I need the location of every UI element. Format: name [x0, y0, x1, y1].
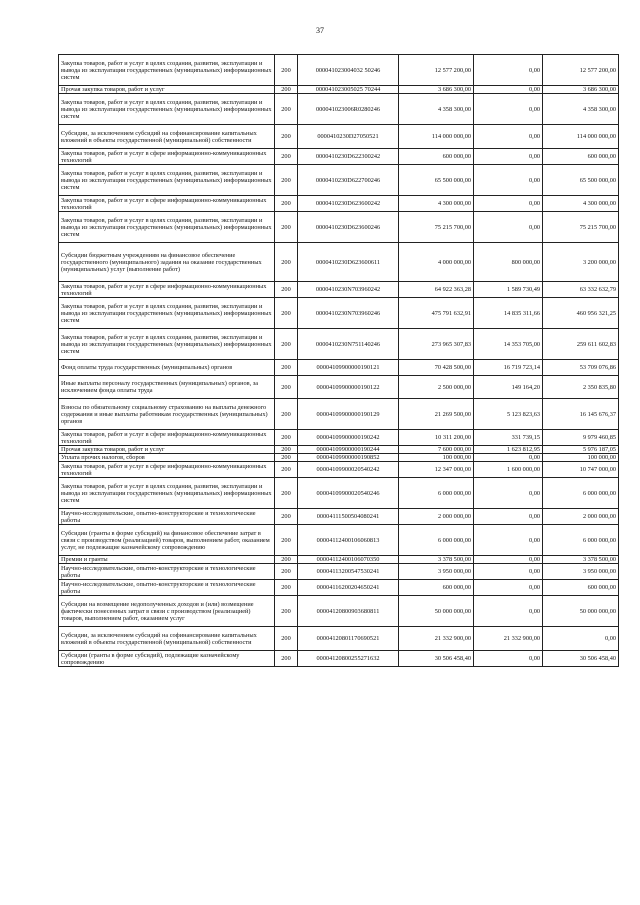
table-row — [59, 298, 619, 329]
row-remaining-cell: 460 956 321,25 — [543, 298, 619, 329]
row-code-cell: 200 — [275, 212, 298, 243]
table-row — [59, 149, 619, 165]
row-executed-cell: 1 589 730,49 — [474, 282, 543, 298]
row-code-cell: 200 — [275, 86, 298, 94]
row-executed-cell: 1 623 812,95 — [474, 446, 543, 454]
row-executed-cell: 331 739,15 — [474, 430, 543, 446]
table-row — [59, 556, 619, 564]
budget-table — [58, 54, 619, 667]
row-executed-cell: 800 000,00 — [474, 243, 543, 282]
row-kbk-cell: 00004111500504080241 — [298, 509, 399, 525]
row-code-cell: 200 — [275, 94, 298, 125]
table-row — [59, 165, 619, 196]
row-code-cell: 200 — [275, 165, 298, 196]
row-approved-cell: 64 922 363,28 — [399, 282, 474, 298]
row-name-cell: Закупка товаров, работ и услуг в целях создания, развития, эксплуатации и вывода из эксплуатации государственных (муниципальных) информационных систем — [59, 55, 275, 86]
budget-table-body — [59, 55, 619, 667]
row-kbk-cell: 00004109900000190244 — [298, 446, 399, 454]
row-kbk-cell: 00004112400106060813 — [298, 525, 399, 556]
table-row — [59, 282, 619, 298]
row-remaining-cell: 0,00 — [543, 627, 619, 651]
table-row — [59, 564, 619, 580]
table-row — [59, 454, 619, 462]
row-name-cell: Закупка товаров, работ и услуг в сфере информационно-коммуникационных технологий — [59, 282, 275, 298]
row-approved-cell: 2 500 000,00 — [399, 376, 474, 399]
row-code-cell: 200 — [275, 627, 298, 651]
row-code-cell: 200 — [275, 149, 298, 165]
row-name-cell: Закупка товаров, работ и услуг в сфере информационно-коммуникационных технологий — [59, 430, 275, 446]
row-remaining-cell: 53 709 076,86 — [543, 360, 619, 376]
row-remaining-cell: 50 000 000,00 — [543, 596, 619, 627]
row-approved-cell: 100 000,00 — [399, 454, 474, 462]
row-approved-cell: 114 000 000,00 — [399, 125, 474, 149]
row-kbk-cell: 0000410230N703960242 — [298, 282, 399, 298]
row-code-cell: 200 — [275, 376, 298, 399]
row-name-cell: Закупка товаров, работ и услуг в целях создания, развития, эксплуатации и вывода из эксплуатации государственных (муниципальных) информационных систем — [59, 94, 275, 125]
row-approved-cell: 10 311 200,00 — [399, 430, 474, 446]
row-executed-cell: 1 600 000,00 — [474, 462, 543, 478]
row-executed-cell: 149 164,20 — [474, 376, 543, 399]
row-code-cell: 200 — [275, 478, 298, 509]
row-name-cell: Взносы по обязательному социальному страхованию на выплаты денежного содержания и иные выплаты работникам государственных (муниципальных) органов — [59, 399, 275, 430]
row-name-cell: Субсидии, за исключением субсидий на софинансирование капитальных вложений в объекты государственной (муниципальной) собственности — [59, 125, 275, 149]
row-code-cell: 200 — [275, 556, 298, 564]
row-executed-cell: 0,00 — [474, 454, 543, 462]
row-approved-cell: 21 332 900,00 — [399, 627, 474, 651]
row-remaining-cell: 6 000 000,00 — [543, 478, 619, 509]
row-executed-cell: 0,00 — [474, 651, 543, 667]
row-code-cell: 200 — [275, 329, 298, 360]
row-executed-cell: 14 353 705,00 — [474, 329, 543, 360]
table-row — [59, 360, 619, 376]
row-kbk-cell: 0000410230N751140246 — [298, 329, 399, 360]
row-approved-cell: 4 358 300,00 — [399, 94, 474, 125]
table-row — [59, 86, 619, 94]
row-kbk-cell: 0000410230D623600246 — [298, 212, 399, 243]
row-kbk-cell: 0000410230D622700246 — [298, 165, 399, 196]
row-name-cell: Закупка товаров, работ и услуг в целях создания, развития, эксплуатации и вывода из эксплуатации государственных (муниципальных) информационных систем — [59, 478, 275, 509]
row-name-cell: Прочая закупка товаров, работ и услуг — [59, 446, 275, 454]
row-name-cell: Премии и гранты — [59, 556, 275, 564]
row-remaining-cell: 3 686 300,00 — [543, 86, 619, 94]
row-executed-cell: 0,00 — [474, 125, 543, 149]
row-name-cell: Закупка товаров, работ и услуг в целях создания, развития, эксплуатации и вывода из эксплуатации государственных (муниципальных) информационных систем — [59, 298, 275, 329]
row-code-cell: 200 — [275, 196, 298, 212]
row-approved-cell: 21 269 500,00 — [399, 399, 474, 430]
row-executed-cell: 16 719 723,14 — [474, 360, 543, 376]
row-approved-cell: 12 347 000,00 — [399, 462, 474, 478]
row-remaining-cell: 9 979 460,85 — [543, 430, 619, 446]
row-approved-cell: 65 500 000,00 — [399, 165, 474, 196]
row-remaining-cell: 65 500 000,00 — [543, 165, 619, 196]
table-row — [59, 478, 619, 509]
row-approved-cell: 75 215 700,00 — [399, 212, 474, 243]
row-executed-cell: 5 123 823,63 — [474, 399, 543, 430]
row-executed-cell: 0,00 — [474, 212, 543, 243]
row-approved-cell: 50 000 000,00 — [399, 596, 474, 627]
row-remaining-cell: 600 000,00 — [543, 580, 619, 596]
table-row — [59, 525, 619, 556]
row-approved-cell: 475 791 632,91 — [399, 298, 474, 329]
row-executed-cell: 0,00 — [474, 165, 543, 196]
row-kbk-cell: 00004109900020540242 — [298, 462, 399, 478]
row-kbk-cell: 00004113200547530241 — [298, 564, 399, 580]
row-name-cell: Прочая закупка товаров, работ и услуг — [59, 86, 275, 94]
row-remaining-cell: 100 000,00 — [543, 454, 619, 462]
table-row — [59, 243, 619, 282]
row-approved-cell: 3 950 000,00 — [399, 564, 474, 580]
table-row — [59, 627, 619, 651]
row-name-cell: Закупка товаров, работ и услуг в сфере информационно-коммуникационных технологий — [59, 149, 275, 165]
row-executed-cell: 0,00 — [474, 478, 543, 509]
row-kbk-cell: 00004109900000190129 — [298, 399, 399, 430]
row-kbk-cell: 0000410230N703960246 — [298, 298, 399, 329]
row-code-cell: 200 — [275, 243, 298, 282]
row-executed-cell: 0,00 — [474, 55, 543, 86]
row-name-cell: Научно-исследовательские, опытно-конструкторские и технологические работы — [59, 580, 275, 596]
row-kbk-cell: 00004109900000190242 — [298, 430, 399, 446]
row-executed-cell: 0,00 — [474, 149, 543, 165]
row-executed-cell: 0,00 — [474, 196, 543, 212]
row-name-cell: Уплата прочих налогов, сборов — [59, 454, 275, 462]
row-code-cell: 200 — [275, 446, 298, 454]
row-remaining-cell: 4 300 000,00 — [543, 196, 619, 212]
row-name-cell: Научно-исследовательские, опытно-конструкторские и технологические работы — [59, 509, 275, 525]
row-approved-cell: 600 000,00 — [399, 149, 474, 165]
row-kbk-cell: 00004109900020540246 — [298, 478, 399, 509]
row-approved-cell: 3 378 500,00 — [399, 556, 474, 564]
row-approved-cell: 12 577 200,00 — [399, 55, 474, 86]
row-remaining-cell: 30 506 458,40 — [543, 651, 619, 667]
row-kbk-cell: 000041023005025 70244 — [298, 86, 399, 94]
row-approved-cell: 2 000 000,00 — [399, 509, 474, 525]
row-code-cell: 200 — [275, 360, 298, 376]
row-kbk-cell: 0000410230D622300242 — [298, 149, 399, 165]
row-executed-cell: 0,00 — [474, 564, 543, 580]
row-name-cell: Субсидии на возмещение недополученных доходов и (или) возмещение фактически понесенных затрат в связи с производством (реализацией) товаров, выполнением работ, оказанием услуг — [59, 596, 275, 627]
row-kbk-cell: 0000410230D623600242 — [298, 196, 399, 212]
row-approved-cell: 273 965 307,83 — [399, 329, 474, 360]
row-approved-cell: 6 000 000,00 — [399, 525, 474, 556]
row-approved-cell: 600 000,00 — [399, 580, 474, 596]
page-number: 37 — [316, 26, 324, 35]
row-remaining-cell: 4 358 300,00 — [543, 94, 619, 125]
row-remaining-cell: 259 611 602,83 — [543, 329, 619, 360]
table-row — [59, 399, 619, 430]
row-name-cell: Субсидии бюджетным учреждениям на финансовое обеспечение государственного (муниципального) задания на оказание государственных (муниципальных) услуг (выполнение работ) — [59, 243, 275, 282]
row-code-cell: 200 — [275, 651, 298, 667]
table-row — [59, 430, 619, 446]
row-executed-cell: 0,00 — [474, 596, 543, 627]
table-row — [59, 94, 619, 125]
table-row — [59, 329, 619, 360]
table-row — [59, 596, 619, 627]
row-remaining-cell: 2 350 835,80 — [543, 376, 619, 399]
row-code-cell: 200 — [275, 454, 298, 462]
row-code-cell: 200 — [275, 430, 298, 446]
row-approved-cell: 4 000 000,00 — [399, 243, 474, 282]
row-code-cell: 200 — [275, 282, 298, 298]
row-kbk-cell: 00004120801170690521 — [298, 627, 399, 651]
row-executed-cell: 0,00 — [474, 94, 543, 125]
row-name-cell: Научно-исследовательские, опытно-конструкторские и технологические работы — [59, 564, 275, 580]
row-kbk-cell: 00004120800903680811 — [298, 596, 399, 627]
row-remaining-cell: 16 145 676,37 — [543, 399, 619, 430]
table-row — [59, 212, 619, 243]
row-code-cell: 200 — [275, 525, 298, 556]
row-approved-cell: 30 506 458,40 — [399, 651, 474, 667]
table-row — [59, 376, 619, 399]
row-name-cell: Субсидии, за исключением субсидий на софинансирование капитальных вложений в объекты государственной (муниципальной) собственности — [59, 627, 275, 651]
row-executed-cell: 21 332 900,00 — [474, 627, 543, 651]
row-code-cell: 200 — [275, 509, 298, 525]
row-remaining-cell: 63 332 632,79 — [543, 282, 619, 298]
row-remaining-cell: 10 747 000,00 — [543, 462, 619, 478]
row-kbk-cell: 00004109900000190122 — [298, 376, 399, 399]
row-kbk-cell: 0000410230D623600611 — [298, 243, 399, 282]
row-remaining-cell: 6 000 000,00 — [543, 525, 619, 556]
table-row — [59, 462, 619, 478]
row-approved-cell: 6 000 000,00 — [399, 478, 474, 509]
row-code-cell: 200 — [275, 462, 298, 478]
row-remaining-cell: 114 000 000,00 — [543, 125, 619, 149]
row-executed-cell: 0,00 — [474, 525, 543, 556]
row-name-cell: Закупка товаров, работ и услуг в целях создания, развития, эксплуатации и вывода из эксплуатации государственных (муниципальных) информационных систем — [59, 165, 275, 196]
row-name-cell: Закупка товаров, работ и услуг в сфере информационно-коммуникационных технологий — [59, 462, 275, 478]
row-kbk-cell: 00004109900000190852 — [298, 454, 399, 462]
row-name-cell: Иные выплаты персоналу государственных (муниципальных) органов, за исключением фонда оплаты труда — [59, 376, 275, 399]
row-kbk-cell: 00004109900000190121 — [298, 360, 399, 376]
row-kbk-cell: 000041023004032 50246 — [298, 55, 399, 86]
row-executed-cell: 0,00 — [474, 556, 543, 564]
table-row — [59, 509, 619, 525]
row-executed-cell: 0,00 — [474, 580, 543, 596]
row-remaining-cell: 2 000 000,00 — [543, 509, 619, 525]
table-row — [59, 55, 619, 86]
row-kbk-cell: 00004112400106070350 — [298, 556, 399, 564]
row-name-cell: Закупка товаров, работ и услуг в целях создания, развития, эксплуатации и вывода из эксплуатации государственных (муниципальных) информационных систем — [59, 329, 275, 360]
row-remaining-cell: 3 950 000,00 — [543, 564, 619, 580]
row-approved-cell: 4 300 000,00 — [399, 196, 474, 212]
row-code-cell: 200 — [275, 125, 298, 149]
row-remaining-cell: 600 000,00 — [543, 149, 619, 165]
row-remaining-cell: 12 577 200,00 — [543, 55, 619, 86]
table-row — [59, 196, 619, 212]
row-executed-cell: 0,00 — [474, 86, 543, 94]
row-name-cell: Фонд оплаты труда государственных (муниципальных) органов — [59, 360, 275, 376]
row-approved-cell: 70 428 500,00 — [399, 360, 474, 376]
row-kbk-cell: 0000410230D27050521 — [298, 125, 399, 149]
row-kbk-cell: 000041023006R0280246 — [298, 94, 399, 125]
row-name-cell: Субсидии (гранты в форме субсидий), подлежащие казначейскому сопровождению — [59, 651, 275, 667]
row-remaining-cell: 75 215 700,00 — [543, 212, 619, 243]
table-row — [59, 580, 619, 596]
row-approved-cell: 3 686 300,00 — [399, 86, 474, 94]
row-executed-cell: 0,00 — [474, 509, 543, 525]
row-code-cell: 200 — [275, 55, 298, 86]
row-executed-cell: 14 835 311,66 — [474, 298, 543, 329]
row-approved-cell: 7 600 000,00 — [399, 446, 474, 454]
row-code-cell: 200 — [275, 596, 298, 627]
table-row — [59, 125, 619, 149]
row-remaining-cell: 3 378 500,00 — [543, 556, 619, 564]
row-code-cell: 200 — [275, 580, 298, 596]
row-name-cell: Закупка товаров, работ и услуг в целях создания, развития, эксплуатации и вывода из эксплуатации государственных (муниципальных) информационных систем — [59, 212, 275, 243]
row-code-cell: 200 — [275, 399, 298, 430]
row-code-cell: 200 — [275, 298, 298, 329]
row-kbk-cell: 00004120800255271632 — [298, 651, 399, 667]
row-code-cell: 200 — [275, 564, 298, 580]
row-name-cell: Закупка товаров, работ и услуг в сфере информационно-коммуникационных технологий — [59, 196, 275, 212]
table-row — [59, 651, 619, 667]
row-remaining-cell: 5 976 187,05 — [543, 446, 619, 454]
table-row — [59, 446, 619, 454]
row-remaining-cell: 3 200 000,00 — [543, 243, 619, 282]
row-kbk-cell: 00004116200204650241 — [298, 580, 399, 596]
row-name-cell: Субсидии (гранты в форме субсидий) на финансовое обеспечение затрат в связи с производством (реализацией) товаров, выполнением работ, оказанием услуг, не подлежащие казначейскому сопровождению — [59, 525, 275, 556]
